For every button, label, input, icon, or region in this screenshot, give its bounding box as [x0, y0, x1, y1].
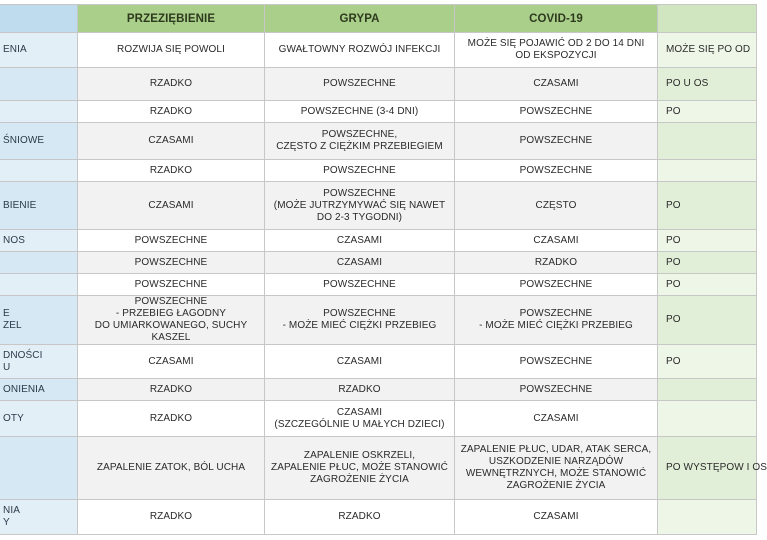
cell-last: PO: [658, 296, 757, 345]
cell-label: [0, 68, 78, 101]
header-covid: COVID-19: [455, 5, 658, 33]
cell-label: BIENIE: [0, 182, 78, 230]
cell-covid: POWSZECHNE: [455, 101, 658, 123]
cell-label: [0, 252, 78, 274]
cell-last: [658, 500, 757, 535]
cell-last: [658, 401, 757, 437]
cell-cold: POWSZECHNE - PRZEBIEG ŁAGODNY DO UMIARKOWANEGO, SUCHY KASZEL: [78, 296, 265, 345]
cell-flu: RZADKO: [265, 379, 455, 401]
cell-cold: POWSZECHNE: [78, 252, 265, 274]
cell-label: [0, 101, 78, 123]
table-row: [0, 401, 757, 437]
cell-last: PO: [658, 230, 757, 252]
cell-covid: CZASAMI: [455, 230, 658, 252]
table-row: [0, 274, 757, 296]
cell-flu: POWSZECHNE: [265, 160, 455, 182]
cell-cold: RZADKO: [78, 379, 265, 401]
cell-last: PO U OS: [658, 68, 757, 101]
table-row: [0, 379, 757, 401]
cell-last: PO: [658, 252, 757, 274]
table-row: [0, 101, 757, 123]
cell-label: OTY: [0, 401, 78, 437]
cell-label: [0, 160, 78, 182]
cell-flu: POWSZECHNE: [265, 68, 455, 101]
cell-label: [0, 437, 78, 500]
cell-flu: POWSZECHNE, CZĘSTO Z CIĘŻKIM PRZEBIEGIEM: [265, 123, 455, 160]
table-row: [0, 123, 757, 160]
cell-flu: RZADKO: [265, 500, 455, 535]
cell-cold: RZADKO: [78, 500, 265, 535]
header-symptom: [0, 5, 78, 33]
cell-covid: CZASAMI: [455, 68, 658, 101]
header-partial: [658, 5, 757, 33]
cell-flu: GWAŁTOWNY ROZWÓJ INFEKCJI: [265, 33, 455, 68]
cell-covid: CZĘSTO: [455, 182, 658, 230]
cell-label: [0, 274, 78, 296]
cell-flu: CZASAMI: [265, 230, 455, 252]
cell-label: ENIA: [0, 33, 78, 68]
cell-flu: POWSZECHNE (MOŻE JUTRZYMYWAĆ SIĘ NAWET DO 2-3 TYGODNI): [265, 182, 455, 230]
cell-label: DNOŚCI U: [0, 345, 78, 379]
symptom-comparison-table: [0, 4, 767, 535]
cell-covid: POWSZECHNE: [455, 123, 658, 160]
table-row: [0, 160, 757, 182]
cell-flu: POWSZECHNE (3-4 DNI): [265, 101, 455, 123]
cell-covid: RZADKO: [455, 252, 658, 274]
cell-label: ONIENIA: [0, 379, 78, 401]
cell-cold: CZASAMI: [78, 345, 265, 379]
cell-cold: POWSZECHNE: [78, 274, 265, 296]
cell-flu: CZASAMI (SZCZEGÓLNIE U MAŁYCH DZIECI): [265, 401, 455, 437]
cell-cold: RZADKO: [78, 68, 265, 101]
cell-label: NIA Y: [0, 500, 78, 535]
header-cold: PRZEZIĘBIENIE: [78, 5, 265, 33]
cell-cold: RZADKO: [78, 101, 265, 123]
table-row: [0, 437, 757, 500]
cell-covid: POWSZECHNE: [455, 274, 658, 296]
cell-covid: CZASAMI: [455, 401, 658, 437]
cell-last: [658, 123, 757, 160]
cell-cold: ROZWIJA SIĘ POWOLI: [78, 33, 265, 68]
cell-cold: RZADKO: [78, 401, 265, 437]
cell-covid: POWSZECHNE - MOŻE MIEĆ CIĘŻKI PRZEBIEG: [455, 296, 658, 345]
cell-cold: CZASAMI: [78, 123, 265, 160]
cell-last: [658, 379, 757, 401]
header-flu: GRYPA: [265, 5, 455, 33]
cell-cold: POWSZECHNE: [78, 230, 265, 252]
cell-label: NOS: [0, 230, 78, 252]
cell-covid: POWSZECHNE: [455, 160, 658, 182]
cell-flu: CZASAMI: [265, 252, 455, 274]
cell-flu: ZAPALENIE OSKRZELI, ZAPALENIE PŁUC, MOŻE STANOWIĆ ZAGROŻENIE ŻYCIA: [265, 437, 455, 500]
cell-last: PO: [658, 345, 757, 379]
cell-last: PO: [658, 182, 757, 230]
table-row: [0, 230, 757, 252]
cell-covid: POWSZECHNE: [455, 379, 658, 401]
cell-last: PO WYSTĘPOW I OS: [658, 437, 757, 500]
cell-label: ŚNIOWE: [0, 123, 78, 160]
table-row: [0, 182, 757, 230]
cell-covid: POWSZECHNE: [455, 345, 658, 379]
cell-flu: POWSZECHNE - MOŻE MIEĆ CIĘŻKI PRZEBIEG: [265, 296, 455, 345]
cell-cold: RZADKO: [78, 160, 265, 182]
table-row: [0, 296, 757, 345]
cell-last: PO: [658, 101, 757, 123]
cell-label: E ZEL: [0, 296, 78, 345]
cell-flu: CZASAMI: [265, 345, 455, 379]
cell-covid: ZAPALENIE PŁUC, UDAR, ATAK SERCA, USZKODZENIE NARZĄDÓW WEWNĘTRZNYCH, MOŻE STANOWIĆ ZAGROŻENIE ŻYCIA: [455, 437, 658, 500]
cell-last: MOŻE SIĘ PO OD: [658, 33, 757, 68]
table-row: [0, 68, 757, 101]
header-row: [0, 5, 757, 33]
cell-covid: CZASAMI: [455, 500, 658, 535]
cell-cold: ZAPALENIE ZATOK, BÓL UCHA: [78, 437, 265, 500]
cell-covid: MOŻE SIĘ POJAWIĆ OD 2 DO 14 DNI OD EKSPOZYCJI: [455, 33, 658, 68]
table-row: [0, 345, 757, 379]
cell-last: PO: [658, 274, 757, 296]
table-row: [0, 33, 757, 68]
table-row: [0, 500, 757, 535]
cell-flu: POWSZECHNE: [265, 274, 455, 296]
table-row: [0, 252, 757, 274]
cell-cold: CZASAMI: [78, 182, 265, 230]
cell-last: [658, 160, 757, 182]
